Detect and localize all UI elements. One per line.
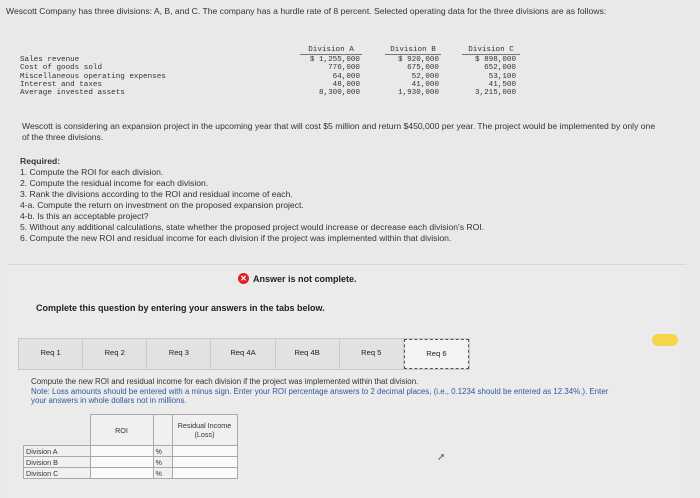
cell-a: 8,300,000 [318,89,360,98]
required-title: Required: [20,156,61,166]
tab-req-6[interactable]: Req 6 [404,339,469,369]
task-description [31,377,611,406]
label-misc: Miscellaneous operating expenses [20,72,166,81]
required-item: 2. Compute the residual income for each division. [20,178,209,188]
error-x-icon: ✕ [238,273,249,284]
problem-intro: Wescott Company has three divisions: A, B, and C. The company has a hurdle rate of 8 percent. Selected operating data for the three divisions are as follows: [6,6,607,16]
cell-a: 64,000 [332,72,360,81]
required-item: 4-b. Is this an acceptable project? [20,211,149,221]
project-description: Wescott is considering an expansion project in the upcoming year that will cost $5 million and return $450,000 per year. The project would be implemented by only one of the three divisions. [22,121,656,142]
cell-c: 41,500 [488,80,516,89]
header-division-a: Division A [300,46,362,55]
tab-req-1[interactable]: Req 1 [19,339,83,369]
cell-a: 776,000 [328,64,360,73]
column-division-b [385,56,439,97]
pct-symbol: % [153,446,172,457]
pct-symbol: % [153,468,172,479]
required-item: 1. Compute the ROI for each division. [20,167,164,177]
toggle-switch[interactable] [652,334,678,346]
pct-symbol: % [153,457,172,468]
cell-a: 48,000 [332,80,360,89]
requirement-tabs [18,338,470,370]
tab-req-4b[interactable]: Req 4B [276,339,340,369]
ri-input-a[interactable] [172,446,237,457]
answer-table [23,414,238,479]
blank-header [24,415,91,446]
row-labels [20,56,166,97]
cell-c: $ 898,000 [474,56,516,64]
roi-input-c[interactable] [90,468,153,479]
roi-header: ROI [90,415,153,446]
cell-b: $ 920,000 [397,56,439,64]
cell-b: 41,000 [411,80,439,89]
label-assets: Average invested assets [20,89,125,98]
required-item: 6. Compute the new ROI and residual income for each division if the project was implemented within that division. [20,233,452,243]
required-item: 4-a. Compute the return on investment on the proposed expansion project. [20,200,304,210]
tab-req-5[interactable]: Req 5 [340,339,404,369]
cell-c: 53,100 [488,72,516,81]
instruction-text: Complete this question by entering your answers in the tabs below. [36,303,325,313]
ri-input-b[interactable] [172,457,237,468]
cell-b: 52,000 [411,72,439,81]
cell-b: 1,930,000 [397,89,439,98]
residual-income-header: Residual Income (Loss) [172,415,237,446]
column-division-c [462,56,516,97]
row-division-b: Division B [24,457,91,468]
cell-c: 652,000 [484,64,516,73]
tab-req-4a[interactable]: Req 4A [211,339,275,369]
required-item: 5. Without any additional calculations, state whether the proposed project would increase or decrease each division's ROI. [20,222,485,232]
header-division-c: Division C [462,46,520,55]
cell-c: 3,215,000 [474,89,516,98]
header-division-b: Division B [385,46,441,55]
required-item: 3. Rank the divisions according to the ROI and residual income of each. [20,189,293,199]
roi-input-a[interactable] [90,446,153,457]
required-list [20,156,680,244]
cell-b: 675,000 [407,64,439,73]
roi-header-pad [153,415,172,446]
roi-input-b[interactable] [90,457,153,468]
row-division-a: Division A [24,446,91,457]
cell-a: $ 1,255,000 [309,56,360,64]
ri-input-c[interactable] [172,468,237,479]
task-note: Note: Loss amounts should be entered with a minus sign. Enter your ROI percentage answers to 2 decimal places, (i.e., 0.1234 should be entered as 12.34%.). Enter your answers in whole dollars not in millions. [31,386,609,406]
status-text: Answer is not complete. [253,273,357,284]
label-interest: Interest and taxes [20,80,103,89]
column-division-a [300,56,360,97]
mouse-cursor-icon: ➚ [437,452,446,463]
status-badge [238,273,357,284]
label-sales: Sales revenue [20,56,80,64]
label-cogs: Cost of goods sold [20,64,103,73]
tab-req-3[interactable]: Req 3 [147,339,211,369]
row-division-c: Division C [24,468,91,479]
task-line: Compute the new ROI and residual income for each division if the project was implemented within that division. [31,377,419,386]
tab-req-2[interactable]: Req 2 [83,339,147,369]
